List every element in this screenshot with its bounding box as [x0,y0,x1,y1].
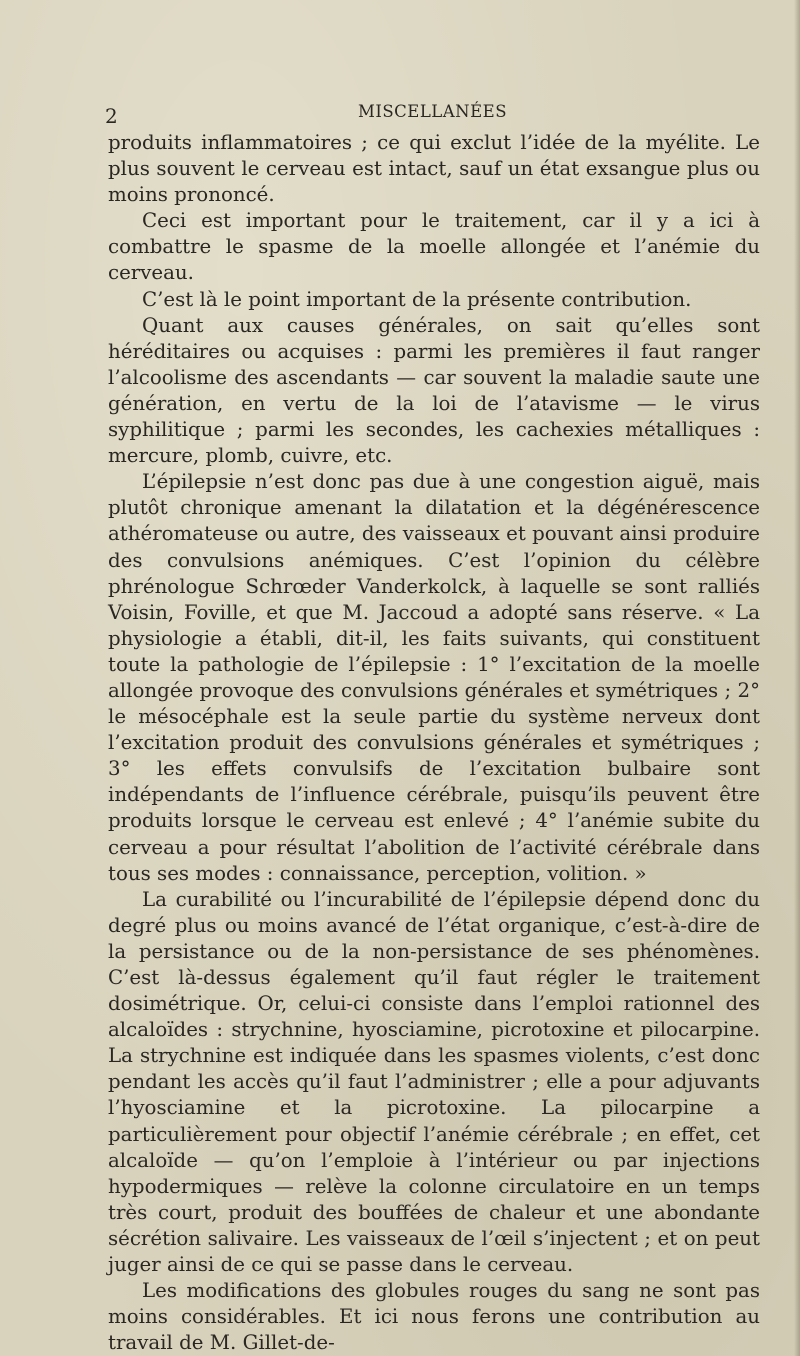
running-head: MISCELLANÉES [357,102,508,121]
page-edge-shadow [794,0,800,1356]
paragraph-1: produits inflammatoires ; ce qui exclut l’idée de la myélite. Le plus souvent le cerveau est intact, sauf un état exsangue plus ou moins prononcé. [108,131,760,207]
paragraph-7: Les modifications des globules rouges du sang ne sont pas moins considérables. Et ici nous ferons une contribution au travail de M. Gillet-de- [108,1279,760,1355]
page-header [105,100,760,130]
body-text [108,130,760,1356]
paragraph-6: La curabilité ou l’incurabilité de l’épilepsie dépend donc du degré plus ou moins avancé de l’état organique, c’est-à-dire de la persistance ou de la non-persistance de ses phénomènes. C’est là-dessus également qu’il faut régler le traitement dosimétrique. Or, celui-ci consiste dans l’emploi rationnel des alcaloïdes : strychnine, hyosciamine, picrotoxine et pilocarpine. La strychnine est indiquée dans les spasmes violents, c’est donc pendant les accès qu’il faut l’administrer ; elle a pour adjuvants l’hyosciamine et la picrotoxine. La pilocarpine a particulièrement pour objectif l’anémie cérébrale ; en effet, cet alcaloïde — qu’on l’emploie à l’intérieur ou par injections hypodermiques — relève la colonne circulatoire en un temps très court, produit des bouffées de chaleur et une abondante sécrétion salivaire. Les vaisseaux de l’œil s’injectent ; et on peut juger ainsi de ce qui se passe dans le cerveau. [108,887,760,1277]
page-number: 2 [105,104,118,128]
paragraph-4: Quant aux causes générales, on sait qu’elles sont héréditaires ou acquises : parmi les premières il faut ranger l’alcoolisme des ascendants — car souvent la maladie saute une génération, en vertu de la loi de l’atavisme — le virus syphilitique ; parmi les secondes, les cachexies métalliques : mercure, plomb, cuivre, etc. [108,313,760,468]
paragraph-5: L’épilepsie n’est donc pas due à une congestion aiguë, mais plutôt chronique amenant la dilatation et la dégénérescence athéromateuse ou autre, des vaisseaux et pouvant ainsi produire des convulsions anémiques. C’est l’opinion du célèbre phrénologue Schrœder Vanderkolck, à laquelle se sont ralliés Voisin, Foville, et que M. Jaccoud a adopté sans réserve. « La physiologie a établi, dit-il, les faits suivants, qui constituent toute la pathologie de l’épilepsie : 1° l’excitation de la moelle allongée provoque des convulsions générales et symétriques ; 2° le mésocéphale est la seule partie du système nerveux dont l’excitation produit des convulsions générales et symétriques ; 3° les effets convulsifs de l’excitation bulbaire sont indépendants de l’influence cérébrale, puisqu’ils peuvent être produits lorsque le cerveau est enlevé ; 4° l’anémie subite du cerveau a pour résultat l’abolition de l’activité cérébrale dans tous ses modes : connaissance, perception, volition. » [108,470,760,885]
paragraph-3: C’est là le point important de la présente contribution. [142,287,692,311]
paragraph-2: Ceci est important pour le traitement, car il y a ici à combattre le spasme de la moelle allongée et l’anémie du cerveau. [108,209,760,285]
